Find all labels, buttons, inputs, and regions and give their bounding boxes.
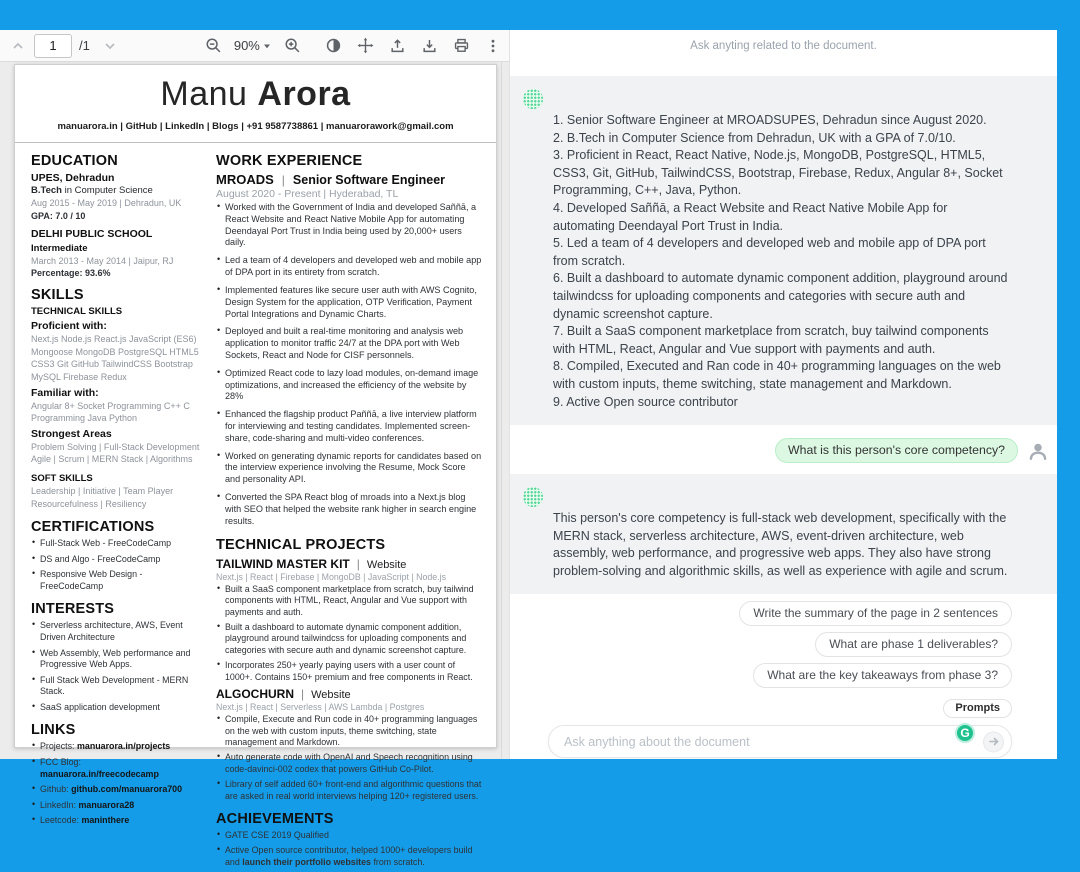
education-degree2: Intermediate	[31, 242, 88, 254]
project-bullet: • Library of self added 60+ front-end and algorithmic questions that are asked in real world interviews helping 120+ registered users.	[216, 779, 482, 802]
suggested-prompt-button[interactable]: What are the key takeaways from phase 3?	[753, 663, 1012, 688]
grammarly-icon[interactable]: G	[955, 723, 975, 743]
user-question-bubble: What is this person's core competency?	[775, 438, 1018, 463]
resume-right-column	[216, 149, 482, 872]
resume-contact-line: manuarora.in | GitHub | LinkedIn | Blogs | +91 9587738861 | manuarorawork@gmail.com	[57, 121, 454, 132]
zoom-in-button[interactable]	[283, 36, 303, 56]
project-bullet: • Built a dashboard to automate dynamic component addition, playground around tailwindcss for uploading components and categories with secure auth and dynamic screenshot capture.	[216, 622, 482, 657]
skills-heading: SKILLS	[31, 287, 84, 304]
work-bullet: • Deployed and built a real-time monitoring and analysis web application to monitor traffic 24/7 at the DPA port with Web Sockets, React and Node for CISF personnels.	[216, 326, 482, 361]
soft-skills-list: Leadership | Initiative | Team Player Resourcefulness | Resiliency	[31, 485, 174, 509]
pdf-viewer-pane	[0, 30, 510, 867]
resume-name-last: Arora	[257, 75, 351, 113]
download-icon	[421, 37, 438, 54]
resume-page	[14, 64, 497, 867]
technical-projects-heading: TECHNICAL PROJECTS	[216, 536, 386, 553]
pdf-scrollbar[interactable]	[501, 62, 502, 759]
work-bullet: • Worked on generating dynamic reports for candidates based on the interview experience involving the Resume, Mock Score and personality API.	[216, 451, 482, 486]
resume-name-first: Manu	[160, 75, 258, 113]
job-title: MROADS | Senior Software Engineer	[216, 172, 446, 187]
education-dates: Aug 2015 - May 2019 | Dehradun, UK	[31, 198, 182, 208]
job-role: Senior Software Engineer	[292, 173, 446, 187]
link-item: • FCC Blog: manuarora.in/freecodecamp	[31, 757, 201, 780]
zoom-level-value: 90%	[233, 38, 260, 53]
ai-avatar	[523, 487, 543, 507]
achievements-list	[216, 830, 482, 868]
link-item: • Leetcode: maninthere	[31, 815, 201, 827]
job-company: MROADS	[216, 172, 274, 187]
print-button[interactable]	[451, 36, 471, 56]
project-bullet: • Built a SaaS component marketplace from scratch, buy tailwind components with HTML, React, Angular and Vue support with payments and auth.	[216, 584, 482, 619]
ai-summary-item: 9. Active Open source contributor	[553, 394, 738, 409]
proficient-label: Proficient with:	[31, 320, 107, 333]
education-heading: EDUCATION	[31, 153, 118, 169]
certification-item: • DS and Algo - FreeCodeCamp	[31, 554, 201, 566]
document-chat-pane	[510, 30, 1057, 759]
interest-item: • Web Assembly, Web performance and Progressive Web Apps.	[31, 648, 201, 671]
upload-icon	[389, 37, 406, 54]
chat-header-hint: Ask anyting related to the document.	[690, 40, 877, 52]
education-dates2: March 2013 - May 2014 | Jaipur, RJ	[31, 255, 174, 266]
soft-skills-heading: SOFT SKILLS	[31, 472, 93, 484]
link-item: • Projects: manuarora.in/projects	[31, 741, 201, 753]
work-bullet: • Optimized React code to lazy load modules, on-demand image optimizations, and increased the efficiency of the website by 28%	[216, 368, 482, 403]
proficient-list: Next.js Node.js React.js JavaScript (ES6) Mongoose MongoDB PostgreSQL HTML5 CSS3 Git GitHub TailwindCSS Bootstrap MySQL Firebase Redux	[31, 334, 199, 382]
person-icon	[1027, 440, 1049, 462]
ai-summary-message	[510, 76, 1057, 425]
next-page-button[interactable]	[100, 36, 120, 56]
work-bullet: • Converted the SPA React blog of mroads into a Next.js blog with SEO that helped the website rank higher in search engine results.	[216, 492, 482, 527]
chevron-down-icon	[102, 38, 118, 54]
ai-answer-text: This person's core competency is full-stack web development, specifically with the MERN stack, serverless architecture, AWS, event-driven architecture, web assembly, web performance, and progressive web apps. They also have strong problem-solving and algorithmic skills, as well as experience with agile and scrum.	[553, 511, 1008, 578]
project-bullets-2	[216, 714, 482, 802]
resume-header	[15, 65, 496, 143]
resume-left-column	[31, 149, 201, 872]
certifications-heading: CERTIFICATIONS	[31, 519, 155, 536]
project-stack-2: Next.js | React | Serverless | AWS Lambda | Postgres	[216, 702, 425, 713]
achievement-item: • GATE CSE 2019 Qualified	[216, 830, 482, 842]
project-title-2: ALGOCHURN | Website	[216, 687, 351, 702]
chevron-up-icon	[10, 38, 26, 54]
interest-item: • Serverless architecture, AWS, Event Driven Architecture	[31, 620, 201, 643]
certifications-list	[31, 538, 201, 592]
contrast-icon	[325, 37, 342, 54]
project-title-1: TAILWIND MASTER KIT | Website	[216, 556, 407, 571]
ai-avatar	[523, 89, 543, 109]
page-number-input[interactable]	[34, 34, 72, 58]
work-bullet: • Enhanced the flagship product Paññā, a live interview platform for interviewing and testing candidates. Implemented screen-share, code-sharing and multi-video conferences.	[216, 409, 482, 444]
links-heading: LINKS	[31, 722, 76, 739]
user-avatar	[1027, 440, 1049, 462]
ai-summary-item: 8. Compiled, Executed and Ran code in 40+ programming languages on the web with custom inputs, theme switching, state management and Markdown.	[553, 359, 1001, 391]
project-stack-1: Next.js | React | Firebase | MongoDB | JavaScript | Node.js	[216, 571, 446, 582]
ai-summary-item: 5. Led a team of 4 developers and developed web and mobile app of DPA port from scratch.	[553, 236, 986, 268]
education-school: UPES, Dehradun	[31, 172, 115, 184]
links-list	[31, 741, 201, 826]
upload-button[interactable]	[387, 36, 407, 56]
caret-down-icon	[263, 42, 271, 50]
ai-summary-item: 4. Developed Saññā, a React Website and React Native Mobile App for automating Deendayal Port Trust in India.	[553, 200, 948, 233]
familiar-list: Angular 8+ Socket Programming C++ C Programming Java Python	[31, 400, 190, 424]
achievement-item: • Active Open source contributor, helped 1000+ developers build and launch their portfolio websites from scratch.	[216, 845, 482, 868]
interest-item: • Full Stack Web Development - MERN Stack.	[31, 675, 201, 698]
project-bullets-1	[216, 584, 482, 684]
familiar-label: Familiar with:	[31, 386, 99, 399]
ai-summary-item: 2. B.Tech in Computer Science from Dehradun, UK with a GPA of 7.0/10.	[553, 130, 956, 145]
printer-icon	[453, 37, 470, 54]
zoom-in-icon	[284, 37, 301, 54]
download-button[interactable]	[419, 36, 439, 56]
toolbar-actions-group	[323, 36, 503, 56]
education-score2: Percentage: 93.6%	[31, 268, 111, 279]
work-bullet: • Implemented features like secure user auth with AWS Cognito, Design System for the application, OTP Verification, Payment Portal Integrations and Dynamic Charts.	[216, 285, 482, 320]
project-bullet: • Auto generate code with OpenAI and Speech recognition using code-davinci-002 codex that powers GitHub Co-Pilot.	[216, 752, 482, 775]
ai-summary-item: 7. Built a SaaS component marketplace from scratch, buy tailwind components with HTML, React, Angular and Vue support with payments and auth.	[553, 324, 989, 356]
strongest-label: Strongest Areas	[31, 427, 112, 440]
page-total-label: /1	[79, 38, 90, 53]
zoom-level-dropdown[interactable]	[234, 38, 271, 53]
work-bullet: • Led a team of 4 developers and developed web and mobile app of DPA port in its entirety from scratch.	[216, 255, 482, 279]
more-options-button[interactable]	[483, 36, 503, 56]
send-button[interactable]	[983, 731, 1004, 752]
chat-input[interactable]	[548, 725, 1012, 758]
move-icon	[357, 37, 374, 54]
pan-tool-button[interactable]	[355, 36, 375, 56]
suggested-prompt-button[interactable]: What are phase 1 deliverables?	[815, 632, 1012, 657]
suggested-prompt-button[interactable]: Write the summary of the page in 2 sentences	[739, 601, 1012, 626]
work-experience-heading: WORK EXPERIENCE	[216, 153, 363, 169]
certification-item: • Full-Stack Web - FreeCodeCamp	[31, 538, 201, 550]
interests-heading: INTERESTS	[31, 601, 115, 618]
zoom-out-icon	[205, 37, 222, 54]
zoom-group	[204, 36, 303, 56]
chat-input-row	[548, 725, 1012, 758]
app-window	[0, 30, 1057, 867]
education-gpa: GPA: 7.0 / 10	[31, 210, 86, 221]
page-nav-group	[8, 34, 120, 58]
interests-list	[31, 620, 201, 713]
project-bullet: • Compile, Execute and Run code in 40+ programming languages on the web with custom inputs, theme switching, state management and Markdown.	[216, 714, 482, 749]
prompts-button[interactable]: Prompts	[943, 699, 1012, 718]
strongest-list: Problem Solving | Full-Stack Development Agile | Scrum | MERN Stack | Algorithms	[31, 441, 200, 465]
resume-columns	[15, 143, 496, 872]
user-message-row	[510, 425, 1057, 474]
display-theme-button[interactable]	[323, 36, 343, 56]
ai-summary-list	[553, 112, 1008, 411]
interest-item: • SaaS application development	[31, 702, 201, 714]
ai-summary-item: 1. Senior Software Engineer at MROADSUPES, Dehradun since August 2020.	[553, 113, 987, 127]
project-bullet: • Incorporates 250+ yearly paying users with a user count of 1000+. Contains 150+ premium and free components in React.	[216, 660, 482, 683]
zoom-out-button[interactable]	[204, 36, 224, 56]
previous-page-button[interactable]	[8, 36, 28, 56]
work-bullet: • Worked with the Government of India and developed Saññā, a React Website and React Native Mobile App for automating Deendayal Port Trust in India being used by 20,000+ users daily.	[216, 202, 482, 249]
ai-summary-item: 6. Built a dashboard to automate dynamic component addition, playground around tailwindcss for uploading components and categories with secure auth and dynamic screenshot capture.	[553, 271, 1008, 321]
ai-answer-message	[510, 474, 1057, 594]
kebab-menu-icon	[485, 38, 501, 54]
prompts-button-row	[510, 688, 1057, 718]
education-degree: B.Tech in Computer Science	[31, 185, 153, 196]
suggested-prompts	[510, 594, 1057, 688]
pdf-scroll-area[interactable]	[0, 62, 509, 867]
achievements-heading: ACHIEVEMENTS	[216, 811, 334, 828]
certification-item: • Responsive Web Design - FreeCodeCamp	[31, 569, 201, 592]
link-item: • Github: github.com/manuarora700	[31, 784, 201, 796]
technical-skills-heading: TECHNICAL SKILLS	[31, 306, 123, 318]
send-arrow-icon	[988, 736, 1000, 748]
job-dates: August 2020 - Present | Hyderabad, TL	[216, 188, 399, 200]
resume-name	[15, 75, 496, 114]
pdf-toolbar	[0, 30, 509, 62]
ai-summary-item: 3. Proficient in React, React Native, Node.js, MongoDB, PostgreSQL, HTML5, CSS3, Git, GitHub, TailwindCSS, Bootstrap, Firebase, Redux, Angular 8+, Socket Programming, C++, Java, Python.	[553, 148, 1003, 198]
education-school2: DELHI PUBLIC SCHOOL	[31, 227, 153, 240]
work-bullets-list	[216, 202, 482, 528]
link-item: • LinkedIn: manuarora28	[31, 800, 201, 812]
